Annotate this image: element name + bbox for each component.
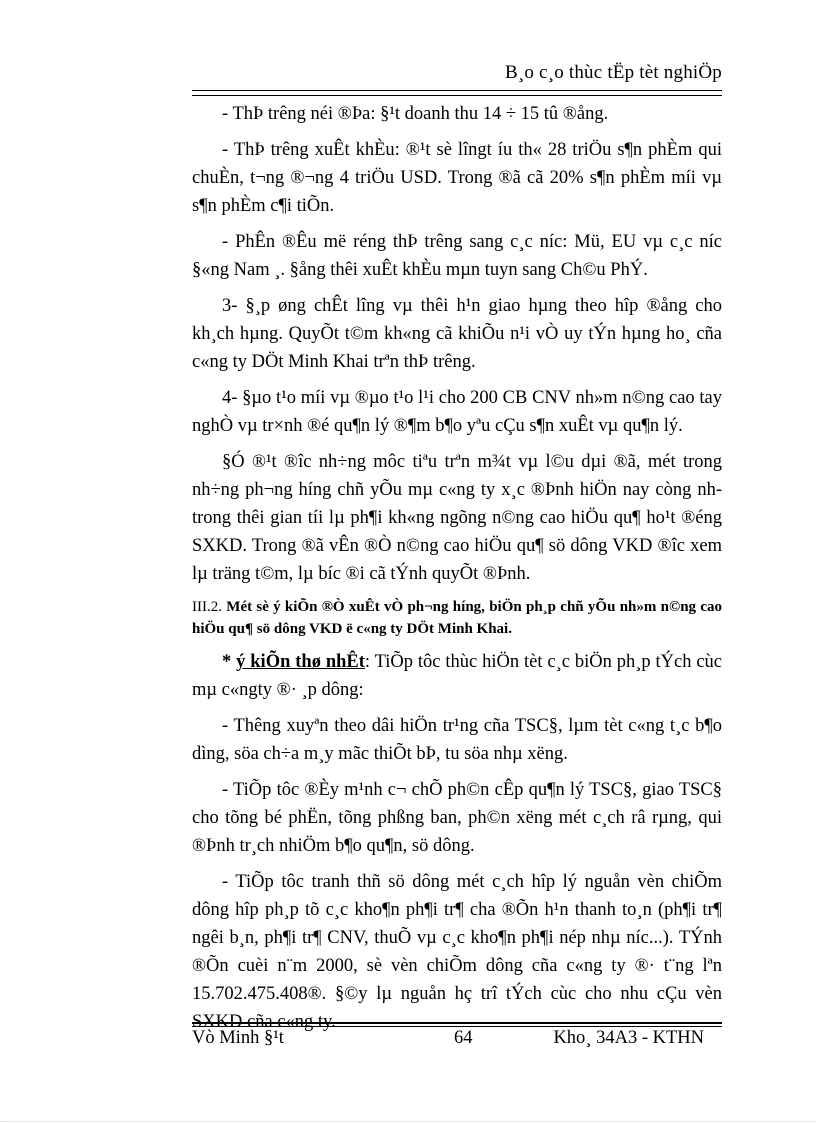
paragraph: §Ó ®¹t ®îc nh÷ng môc tiªu trªn m¾t vµ l©u dµi ®ã, mét trong nh÷ng ph¬ng híng chñ yÕu mµ c«ng ty x¸c ®Þnh hiÖn nay còng nh trong thêi gian tíi lµ ph¶i kh«ng ngõng n©ng cao hiÖu qu¶ ho¹t ®éng SXKD. Trong ®ã vÊn ®Ò n©ng cao hiÖu qu¶ sö dông VKD ®îc xem lµ träng t©m, lµ bíc ®i cã tÝnh quyÕt ®Þnh. [192,452,722,584]
idea-paragraph [192,648,722,704]
footer-rule [192,1022,722,1024]
footer-class: Kho¸ 34A3 - KTHN [553,1028,704,1048]
page-edge-dots [0,1121,816,1122]
paragraph: 4- §µo t¹o míi vµ ®µo t¹o l¹i cho 200 CB CNV nh»m n©ng cao tay nghÒ vµ tr×nh ®é qu¶n lý ®¶m b¶o yªu cÇu s¶n xuÊt vµ qu¶n lý. [192,388,722,436]
idea-keyword: ý kiÕn thø nhÊt [236,652,365,672]
paragraph: - TiÕp tôc ®Èy m¹nh c¬ chÕ ph©n cÊp qu¶n lý TSC§, giao TSC§ cho tõng bé phËn, tõng phßng ban, ph©n xëng mét c¸ch râ rµng, qui ®Þnh tr¸ch nhiÖm b¶o qu¶n, sö dông. [192,780,722,856]
footer-author: Vò Minh §¹t [192,1028,284,1048]
paragraph: - ThÞ trêng néi ®Þa: §¹t doanh thu 14 ÷ 15 tû ®ång. [222,104,609,124]
page-number: 64 [454,1028,473,1048]
header-title: B¸o c¸o thùc tËp tèt nghiÖp [505,62,722,83]
header-rule [192,90,722,96]
idea-prefix: * [222,652,237,672]
section-heading [192,596,722,640]
paragraph: - PhÊn ®Êu më réng thÞ trêng sang c¸c níc: Mü, EU vµ c¸c níc §«ng Nam ¸. §ång thêi xuÊt khÈu mµn tuyn sang Ch©u PhÝ. [192,232,722,280]
paragraph: - Thêng xuyªn theo dâi hiÖn tr¹ng cña TSC§, lµm tèt c«ng t¸c b¶o dìng, söa ch÷a m¸y mãc thiÕt bÞ, tu söa nhµ xëng. [192,716,722,764]
footer-rule-thin [192,1026,722,1027]
idea-text: : TiÕp tôc thùc hiÖn tèt c¸c biÖn ph¸p tÝch cùc mµ c«ngty ®· ¸p dông: [192,652,723,700]
page-body [192,100,722,1044]
section-title: Mét sè ý kiÕn ®Ò xuÊt vÒ ph¬ng híng, biÖn ph¸p chñ yÕu nh»m n©ng cao hiÖu qu¶ sö dông VKD ë c«ng ty DÖt Minh Khai. [192,599,722,637]
section-number: III.2. [192,599,222,615]
paragraph: - ThÞ trêng xuÊt khÈu: ®¹t sè lîngt íu th« 28 triÖu s¶n phÈm qui chuÈn, t¬ng ®¬ng 4 triÖu USD. Trong ®ã cã 20% s¶n phÈm míi vµ s¶n phÈm c¶i tiÕn. [192,140,722,216]
paragraph: - TiÕp tôc tranh thñ sö dông mét c¸ch hîp lý nguån vèn chiÕm dông hîp ph¸p tõ c¸c kho¶n ph¶i tr¶ cha ®Õn h¹n thanh to¸n (ph¶i tr¶ ngêi b¸n, ph¶i tr¶ CNV, thuÕ vµ c¸c kho¶n ph¶i nép nhµ níc...). TÝnh ®Õn cuèi n¨m 2000, sè vèn chiÕm dông cña c«ng ty ®· t¨ng lªn 15.702.475.408®. §©y lµ nguån hç trî tÝch cùc cho nhu cÇu vèn SXKD cña c«ng ty. [192,872,722,1032]
paragraph: 3- §¸p øng chÊt lîng vµ thêi h¹n giao hµng theo hîp ®ång cho kh¸ch hµng. QuyÕt t©m kh«ng cã khiÕu n¹i vÒ uy tÝn hµng ho¸ cña c«ng ty DÖt Minh Khai trªn thÞ trêng. [192,296,722,372]
